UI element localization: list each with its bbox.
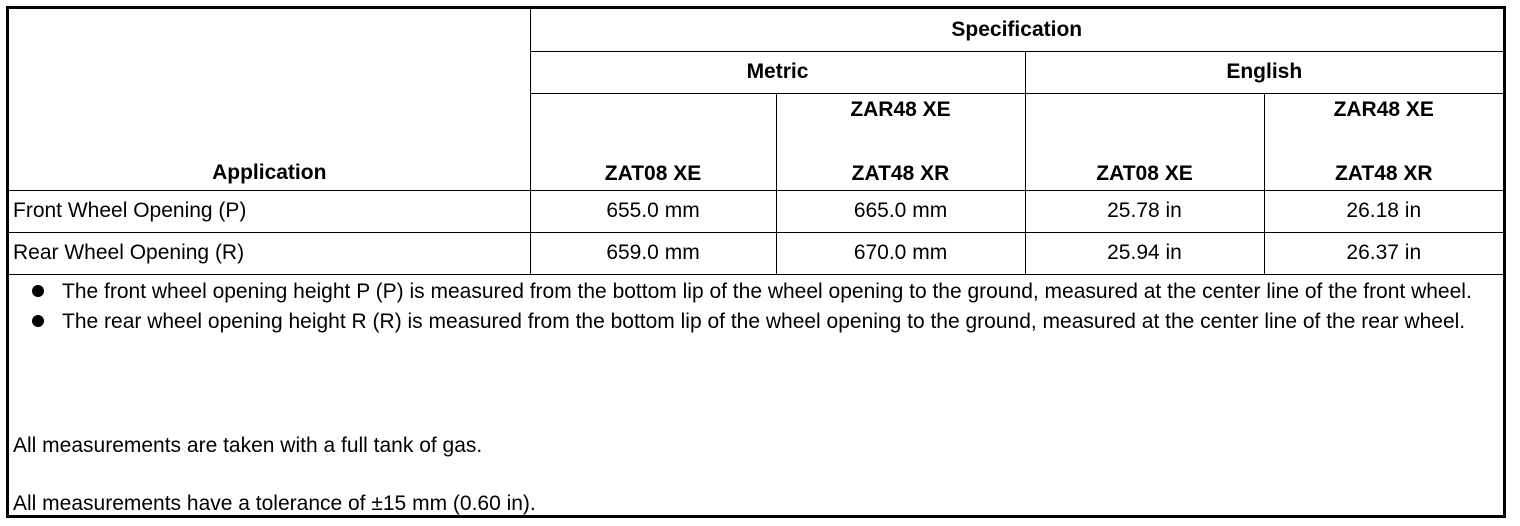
spec-table bbox=[9, 9, 1503, 275]
row-value: 26.37 in bbox=[1264, 232, 1503, 274]
english-zar48-header: ZAR48 XE ZAT48 XR bbox=[1264, 93, 1503, 190]
row-value: 665.0 mm bbox=[776, 190, 1025, 232]
table-row bbox=[9, 190, 1503, 232]
row-application: Front Wheel Opening (P) bbox=[9, 190, 530, 232]
row-application: Rear Wheel Opening (R) bbox=[9, 232, 530, 274]
notes-section bbox=[13, 277, 1503, 515]
application-header: Application bbox=[9, 9, 530, 190]
row-value: 655.0 mm bbox=[530, 190, 776, 232]
table-row bbox=[9, 232, 1503, 274]
note-bullet-text: The rear wheel opening height R (R) is measured from the bottom lip of the wheel opening to the ground, measured at the center line of the rear wheel. bbox=[62, 310, 1466, 333]
english-header: English bbox=[1025, 51, 1503, 93]
bullet-dot-icon bbox=[32, 285, 44, 297]
english-zat08-header: ZAT08 XE bbox=[1025, 93, 1264, 190]
note-bullet-text: The front wheel opening height P (P) is measured from the bottom lip of the wheel opening to the ground, measured at the center line of the front wheel. bbox=[62, 280, 1472, 303]
metric-zat08-header: ZAT08 XE bbox=[530, 93, 776, 190]
metric-zar48-header: ZAR48 XE ZAT48 XR bbox=[776, 93, 1025, 190]
note-paragraph: All measurements have a tolerance of ±15 mm (0.60 in). bbox=[13, 492, 536, 515]
specification-header: Specification bbox=[530, 9, 1503, 51]
row-value: 659.0 mm bbox=[530, 232, 776, 274]
row-value: 670.0 mm bbox=[776, 232, 1025, 274]
row-value: 26.18 in bbox=[1264, 190, 1503, 232]
metric-header: Metric bbox=[530, 51, 1025, 93]
bullet-dot-icon bbox=[32, 315, 44, 327]
spec-table-frame bbox=[6, 6, 1506, 518]
row-value: 25.94 in bbox=[1025, 232, 1264, 274]
note-bullet-item bbox=[13, 307, 1503, 337]
note-paragraph: All measurements are taken with a full tank of gas. bbox=[13, 434, 483, 457]
note-bullet-item bbox=[13, 277, 1503, 307]
row-value: 25.78 in bbox=[1025, 190, 1264, 232]
